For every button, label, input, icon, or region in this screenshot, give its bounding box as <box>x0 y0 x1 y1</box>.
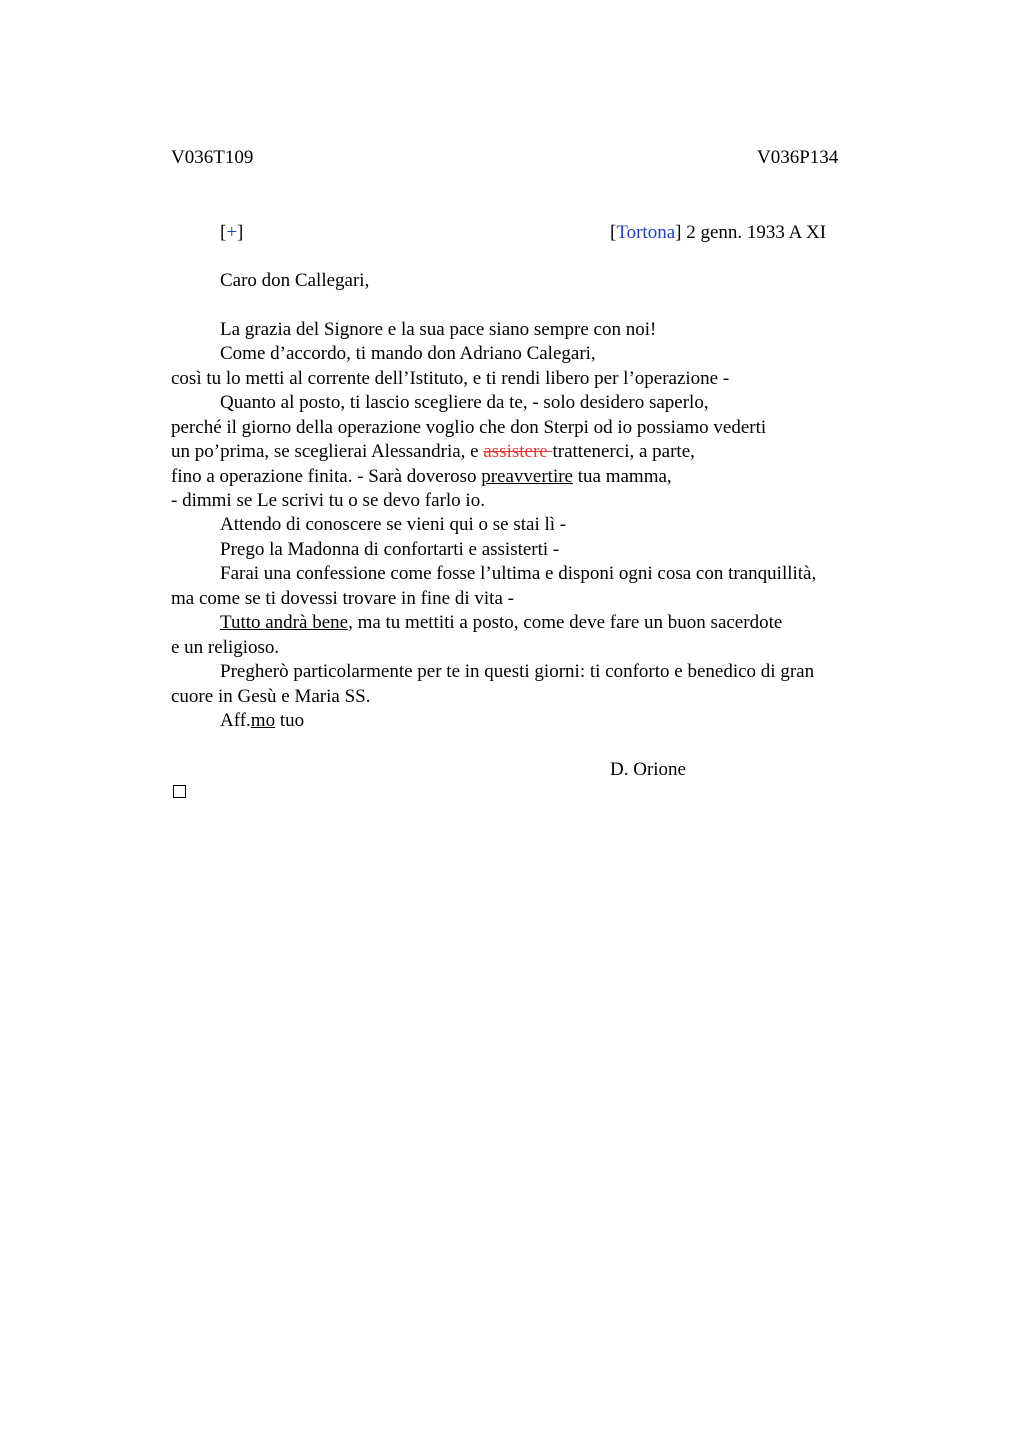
body-line: Attendo di conoscere se vieni qui o se stai lì - <box>220 514 567 535</box>
cross-symbol: + <box>226 222 238 243</box>
cross-bracket-close: ] <box>237 222 244 243</box>
place-bracket-close: ] <box>675 222 682 243</box>
body-line <box>220 611 782 635</box>
body-line: e un religioso. <box>171 637 280 658</box>
body-line: cuore in Gesù e Maria SS. <box>171 686 371 707</box>
body-line: così tu lo metti al corrente dell’Istituto, e ti rendi libero per l’operazione - <box>171 368 730 389</box>
closing-underlined: mo <box>250 710 276 731</box>
cross-mark <box>220 221 243 245</box>
body-line: Prego la Madonna di confortarti e assisterti - <box>220 539 560 560</box>
underlined-phrase: Tutto andrà bene <box>220 612 349 633</box>
struck-word: assistere <box>483 441 553 462</box>
body-line <box>171 440 695 464</box>
closing-text: tuo <box>275 710 305 731</box>
left-reference-code: V036T109 <box>171 147 254 168</box>
closing-text: Aff. <box>220 710 251 731</box>
letter-date: 2 genn. 1933 A XI <box>681 222 827 243</box>
place-name: Tortona <box>616 222 676 243</box>
salutation: Caro don Callegari, <box>220 270 370 291</box>
underlined-word: preavvertire <box>481 466 573 487</box>
body-line: Farai una confessione come fosse l’ultima e disponi ogni cosa con tranquillità, <box>220 563 817 584</box>
body-line: Come d’accordo, ti mando don Adriano Calegari, <box>220 343 596 364</box>
dateline <box>610 221 826 245</box>
place-bracket-open: [ <box>610 222 617 243</box>
body-line: Pregherò particolarmente per te in questi giorni: ti conforto e benedico di gran <box>220 661 815 682</box>
body-text: , ma tu mettiti a posto, come deve fare un buon sacerdote <box>348 612 783 633</box>
end-of-document-box-icon <box>173 785 186 798</box>
body-line: Quanto al posto, ti lascio scegliere da te, - solo desidero saperlo, <box>220 392 709 413</box>
body-text: tua mamma, <box>573 466 672 487</box>
body-text: trattenerci, a parte, <box>552 441 695 462</box>
closing <box>220 709 304 733</box>
cross-bracket-open: [ <box>220 222 227 243</box>
body-line <box>171 465 672 489</box>
body-line: ma come se ti dovessi trovare in fine di vita - <box>171 588 514 609</box>
body-text: fino a operazione finita. - Sarà doveroso <box>171 466 482 487</box>
body-line: La grazia del Signore e la sua pace siano sempre con noi! <box>220 319 657 340</box>
body-text: un po’prima, se sceglierai Alessandria, e <box>171 441 484 462</box>
body-line: perché il giorno della operazione voglio che don Sterpi od io possiamo vederti <box>171 417 767 438</box>
right-reference-code: V036P134 <box>757 147 839 168</box>
signature: D. Orione <box>610 759 686 780</box>
body-line: - dimmi se Le scrivi tu o se devo farlo io. <box>171 490 485 511</box>
